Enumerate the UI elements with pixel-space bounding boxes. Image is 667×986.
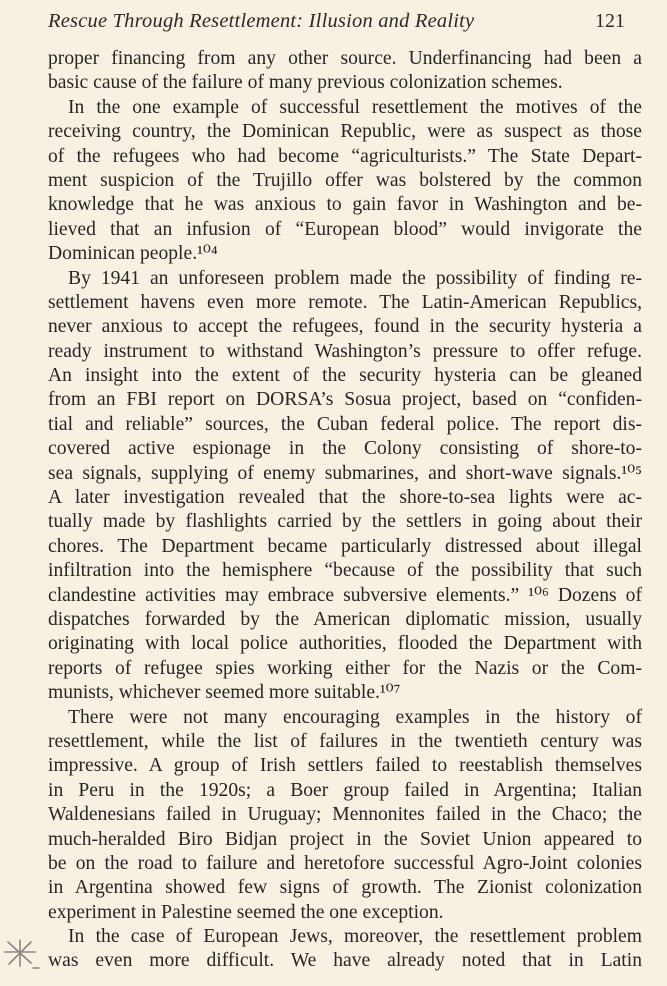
text-line: ment suspicion of the Trujillo offer was bolstered by the common xyxy=(48,169,642,191)
text-line: in Argentina showed few signs of growth. The Zionist colonization xyxy=(48,877,642,899)
text-line: By 1941 an unforeseen problem made the possibility of finding re- xyxy=(68,267,642,289)
text-line: impressive. A group of Irish settlers failed to reestablish themselves xyxy=(48,755,642,777)
body-text xyxy=(48,47,642,974)
text-line: much-heralded Biro Bidjan project in the Soviet Union appeared to xyxy=(48,828,642,850)
text-line: proper financing from any other source. Underfinancing had been a xyxy=(48,48,642,69)
text-line: receiving country, the Dominican Republic, were as suspect as those xyxy=(48,121,642,143)
running-head xyxy=(48,6,645,36)
text-line: Dominican people.¹⁰⁴ xyxy=(48,243,218,265)
text-line: dispatches forwarded by the American diplomatic mission, usually xyxy=(48,608,642,630)
text-line: settlement havens even more remote. The Latin-American Republics, xyxy=(48,291,642,313)
running-title: Rescue Through Resettlement: Illusion and Reality xyxy=(48,10,475,32)
text-line: clandestine activities may embrace subversive elements.” ¹⁰⁶ Dozens of xyxy=(48,584,642,606)
text-line: be on the road to failure and heretofore successful Agro-Joint colonies xyxy=(48,852,642,874)
text-line: There were not many encouraging examples in the history of xyxy=(68,706,642,728)
paragraph xyxy=(48,706,642,926)
paragraph xyxy=(48,96,642,267)
asterisk-pencil-mark-icon xyxy=(1,938,41,972)
paragraph xyxy=(48,925,642,974)
text-line: never anxious to accept the refugees, found in the security hysteria a xyxy=(48,316,642,338)
text-line: chores. The Department became particularly distressed about illegal xyxy=(48,535,642,557)
text-line: experiment in Palestine seemed the one exception. xyxy=(48,901,444,923)
text-line: originating with local police authorities, flooded the Department with xyxy=(48,633,642,655)
text-line: Waldenesians failed in Uruguay; Mennonites failed in the Chaco; the xyxy=(48,804,642,826)
text-line: In the one example of successful resettlement the motives of the xyxy=(68,96,642,118)
text-line: An insight into the extent of the security hysteria can be gleaned xyxy=(48,365,642,387)
text-line: munists, whichever seemed more suitable.¹⁰⁷ xyxy=(48,682,401,704)
text-line: covered active espionage in the Colony consisting of shore-to- xyxy=(48,438,642,460)
text-line: A later investigation revealed that the shore-to-sea lights were ac- xyxy=(48,487,642,509)
text-line: was even more difficult. We have already noted that in Latin xyxy=(48,950,642,972)
text-line: from an FBI report on DORSA’s Sosua project, based on “confiden- xyxy=(48,389,642,411)
text-line: of the refugees who had become “agriculturists.” The State Depart- xyxy=(48,145,642,167)
page-number: 121 xyxy=(595,10,625,32)
text-line: basic cause of the failure of many previous colonization schemes. xyxy=(48,72,563,94)
text-line: ready instrument to withstand Washington’s pressure to offer refuge. xyxy=(48,340,642,362)
text-line: knowledge that he was anxious to gain favor in Washington and be- xyxy=(48,194,642,216)
text-line: in Peru in the 1920s; a Boer group failed in Argentina; Italian xyxy=(48,779,642,801)
paragraph xyxy=(48,47,642,96)
text-line: tial and reliable” sources, the Cuban federal police. The report dis- xyxy=(48,413,642,435)
text-line: lieved that an infusion of “European blood” would invigorate the xyxy=(48,218,642,240)
text-line: tually made by flashlights carried by the settlers in going about their xyxy=(48,511,642,533)
paragraph xyxy=(48,267,642,706)
text-line: reports of refugee spies working either for the Nazis or the Com- xyxy=(48,657,642,679)
text-line: resettlement, while the list of failures in the twentieth century was xyxy=(48,730,642,752)
text-line: sea signals, supplying of enemy submarines, and short-wave signals.¹⁰⁵ xyxy=(48,462,642,484)
text-line: infiltration into the hemisphere “because of the possibility that such xyxy=(48,560,642,582)
text-line: In the case of European Jews, moreover, the resettlement problem xyxy=(68,926,642,948)
